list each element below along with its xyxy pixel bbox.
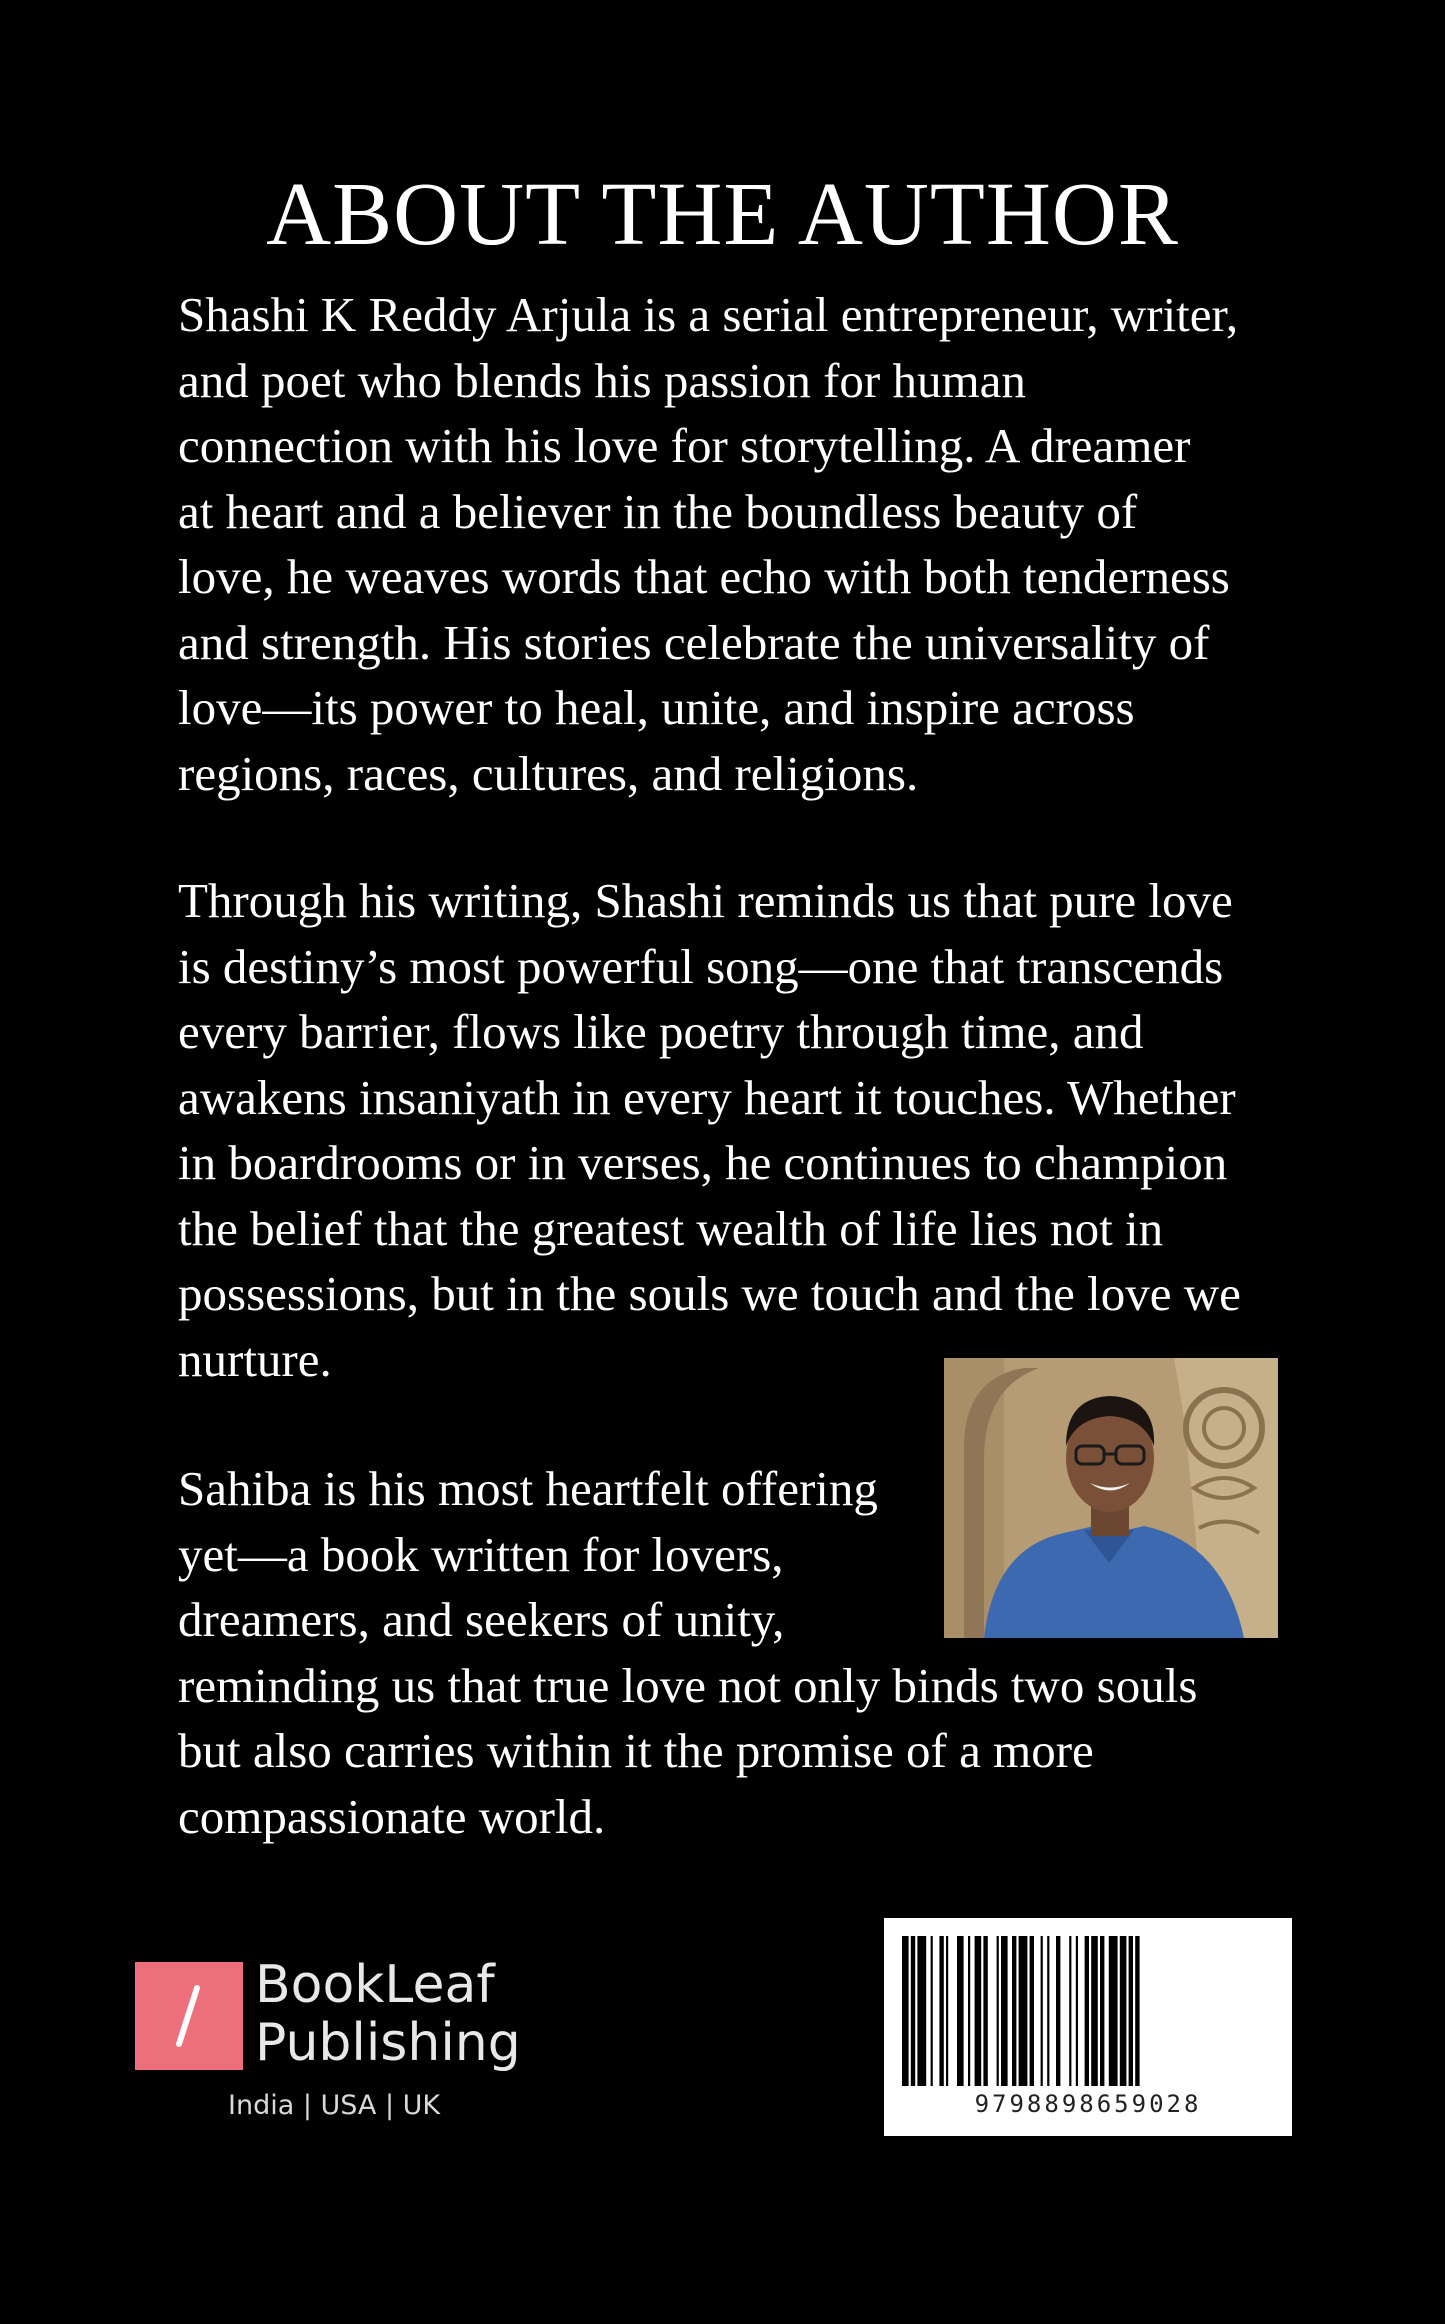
barcode-bar <box>957 1936 964 2086</box>
barcode-bar <box>1100 1936 1104 2086</box>
barcode-bar <box>1135 1936 1139 2086</box>
isbn-number: 9798898659028 <box>974 2090 1202 2118</box>
barcode-bar <box>902 1936 909 2086</box>
author-photo <box>944 1358 1278 1638</box>
text-line: awakens insaniyath in every heart it touches. Whether <box>178 1069 1236 1125</box>
author-bio-paragraph-2 <box>178 868 1241 1392</box>
isbn-barcode <box>884 1918 1292 2136</box>
author-bio-paragraph-1 <box>178 282 1238 806</box>
slash-icon <box>135 1962 243 2070</box>
text-line: love, he weaves words that echo with both tenderness <box>178 549 1230 604</box>
text-line: love—its power to heal, unite, and inspire across <box>178 680 1135 735</box>
barcode-bar <box>1047 1936 1049 2086</box>
barcode-bar <box>1056 1936 1060 2086</box>
text-line: nurture. <box>178 1331 332 1387</box>
text-line: the belief that the greatest wealth of life lies not in <box>178 1200 1164 1256</box>
barcode-bar <box>975 1936 982 2086</box>
text-line: and poet who blends his passion for human <box>178 352 1026 408</box>
barcode-bar <box>1129 1936 1133 2086</box>
barcode-bar <box>931 1936 933 2086</box>
barcode-bar <box>1030 1936 1034 2086</box>
text-line: compassionate world. <box>178 1788 606 1844</box>
text-line: Shashi K Reddy Arjula is a serial entrepreneur, writer, <box>178 287 1239 342</box>
text-line: Through his writing, Shashi reminds us that pure love <box>178 873 1233 928</box>
page-title: ABOUT THE AUTHOR <box>266 165 1179 264</box>
publisher-name <box>255 1956 521 2072</box>
barcode-bar <box>968 1936 970 2086</box>
text-line: at heart and a believer in the boundless beauty of <box>178 483 1138 539</box>
barcode-bar <box>1109 1936 1118 2086</box>
publisher-name-line-2: Publishing <box>255 2013 521 2073</box>
barcode-bar <box>1041 1936 1043 2086</box>
barcode-bar <box>946 1936 948 2086</box>
text-line: Sahiba is his most heartfelt offering <box>178 1461 878 1516</box>
barcode-bar <box>1069 1936 1071 2086</box>
barcode-bar <box>1001 1936 1008 2086</box>
barcode-bar <box>1091 1936 1098 2086</box>
text-line: regions, races, cultures, and religions. <box>178 745 919 801</box>
barcode-bar <box>939 1936 943 2086</box>
text-line: yet—a book written for lovers, <box>178 1526 784 1582</box>
barcode-bar <box>997 1936 999 2086</box>
text-line: reminding us that true love not only binds two souls <box>178 1657 1198 1713</box>
barcode-bar <box>1120 1936 1127 2086</box>
text-line: every barrier, flows like poetry through time, and <box>178 1004 1144 1059</box>
barcode-bar <box>1019 1936 1028 2086</box>
publisher-regions: India | USA | UK <box>228 2090 441 2121</box>
barcode-bar <box>1012 1936 1016 2086</box>
barcode-bar <box>983 1936 987 2086</box>
text-line: possessions, but in the souls we touch and the love we <box>178 1266 1241 1321</box>
text-line: connection with his love for storytelling. A dreamer <box>178 418 1191 473</box>
barcode-bar <box>917 1936 926 2086</box>
barcode-bar <box>1085 1936 1089 2086</box>
barcode-icon <box>902 1936 1274 2086</box>
text-line: is destiny’s most powerful song—one that transcends <box>178 938 1224 994</box>
text-line: and strength. His stories celebrate the universality of <box>178 614 1210 670</box>
barcode-bar <box>1076 1936 1078 2086</box>
publisher-logo <box>135 1955 555 2122</box>
text-line: dreamers, and seekers of unity, <box>178 1592 785 1647</box>
publisher-name-line-1: BookLeaf <box>255 1955 495 2015</box>
text-line: in boardrooms or in verses, he continues to champion <box>178 1135 1228 1190</box>
author-portrait-image <box>944 1358 1278 1638</box>
barcode-bar <box>911 1936 915 2086</box>
text-line: but also carries within it the promise of a more <box>178 1723 1094 1778</box>
